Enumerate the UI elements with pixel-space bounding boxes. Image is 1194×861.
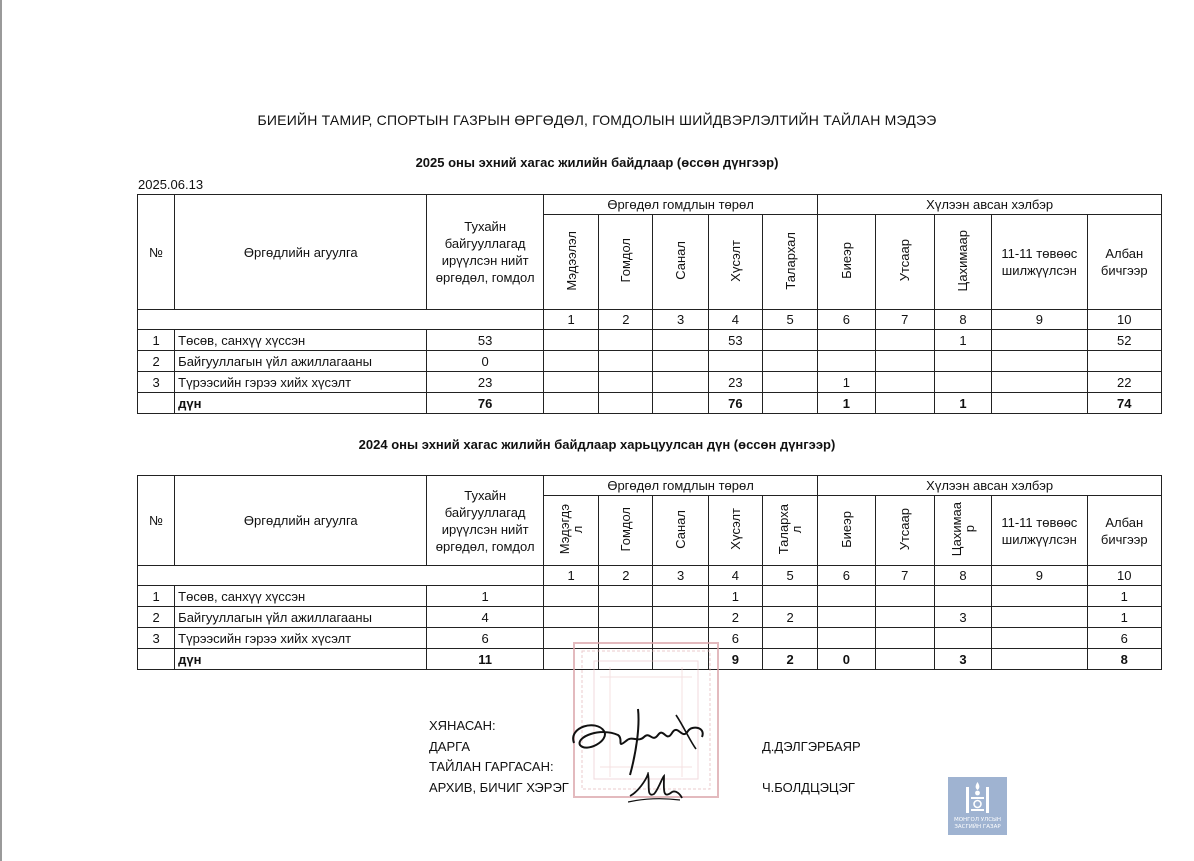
cell-total: 76 bbox=[427, 393, 544, 414]
col-group-receipt-form: Хүлээн авсан хэлбэр bbox=[818, 195, 1162, 215]
soyombo-icon bbox=[964, 781, 991, 815]
cell-c7 bbox=[875, 351, 934, 372]
cell-c5: 2 bbox=[762, 607, 817, 628]
reviewed-label: ХЯНАСАН: bbox=[429, 718, 496, 733]
column-number: 2 bbox=[599, 566, 653, 586]
col-header-no: № bbox=[138, 476, 175, 566]
cell-total: 1 bbox=[427, 586, 544, 607]
cell-c2 bbox=[599, 372, 653, 393]
cell-no: 3 bbox=[138, 628, 175, 649]
cell-c3 bbox=[653, 393, 708, 414]
column-number: 10 bbox=[1087, 310, 1161, 330]
cell-c1 bbox=[543, 607, 598, 628]
cell-total: 23 bbox=[427, 372, 544, 393]
col-header-online bbox=[934, 215, 991, 310]
column-number: 8 bbox=[934, 310, 991, 330]
cell-c9 bbox=[992, 372, 1087, 393]
col-header-official: Албан бичгээр bbox=[1087, 496, 1161, 566]
cell-c7 bbox=[875, 330, 934, 351]
cell-c4: 2 bbox=[708, 607, 762, 628]
logo-caption bbox=[948, 817, 1007, 831]
col-header-label: Хүсэлт bbox=[727, 239, 743, 282]
col-header-label: Утсаар bbox=[897, 507, 913, 551]
signature-archive bbox=[628, 772, 684, 806]
col-header-info bbox=[543, 215, 598, 310]
cell-content: дүн bbox=[175, 393, 427, 414]
cell-c6 bbox=[818, 351, 875, 372]
cell-c8 bbox=[934, 372, 991, 393]
col-header-label: Талархал bbox=[782, 231, 798, 290]
cell-no: 1 bbox=[138, 586, 175, 607]
cell-c9 bbox=[992, 330, 1087, 351]
cell-c8: 3 bbox=[934, 649, 991, 670]
cell-c3 bbox=[653, 351, 708, 372]
col-header-label: Утсаар bbox=[897, 239, 913, 282]
col-header-phone bbox=[875, 496, 934, 566]
cell-c9 bbox=[992, 393, 1087, 414]
column-number: 2 bbox=[599, 310, 653, 330]
col-header-content: Өргөдлийн агуулга bbox=[175, 476, 427, 566]
cell-content: Төсөв, санхүү хүссэн bbox=[175, 586, 427, 607]
column-number: 9 bbox=[992, 310, 1087, 330]
cell-c5 bbox=[762, 393, 817, 414]
prepared-label: ТАЙЛАН ГАРГАСАН: bbox=[429, 759, 554, 774]
column-number: 5 bbox=[762, 310, 817, 330]
cell-c8 bbox=[934, 628, 991, 649]
cell-c7 bbox=[875, 586, 934, 607]
cell-c10: 1 bbox=[1087, 607, 1161, 628]
report-table-2025 bbox=[137, 194, 1162, 414]
cell-content: дүн bbox=[175, 649, 427, 670]
logo-line-2: ЗАСГИЙН ГАЗАР bbox=[954, 824, 1001, 830]
col-header-total: Тухайн байгууллагад ирүүлсэн нийт өргөдөл, гомдол bbox=[427, 195, 544, 310]
col-header-content: Өргөдлийн агуулга bbox=[175, 195, 427, 310]
archive-label: АРХИВ, БИЧИГ ХЭРЭГ bbox=[429, 779, 569, 795]
col-group-complaint-type: Өргөдөл гомдлын төрөл bbox=[543, 476, 817, 496]
col-group-receipt-form: Хүлээн авсан хэлбэр bbox=[818, 476, 1162, 496]
cell-c10: 22 bbox=[1087, 372, 1161, 393]
column-number: 1 bbox=[543, 310, 598, 330]
cell-c5 bbox=[762, 372, 817, 393]
cell-c7 bbox=[875, 372, 934, 393]
col-header-in-person bbox=[818, 215, 875, 310]
cell-c9 bbox=[992, 649, 1087, 670]
col-header-label: Санал bbox=[673, 509, 689, 549]
document-title: БИЕИЙН ТАМИР, СПОРТЫН ГАЗРЫН ӨРГӨДӨЛ, ГОМДОЛЫН ШИЙДВЭРЛЭЛТИЙН ТАЙЛАН МЭДЭЭ bbox=[257, 112, 937, 128]
table-row bbox=[138, 351, 1162, 372]
cell-c2 bbox=[599, 586, 653, 607]
numbering-blank bbox=[138, 566, 544, 586]
cell-c6 bbox=[818, 330, 875, 351]
cell-c5: 2 bbox=[762, 649, 817, 670]
table1-subtitle: 2025 оны эхний хагас жилийн байдлаар (өссөн дүнгээр) bbox=[415, 155, 779, 170]
column-number: 7 bbox=[875, 310, 934, 330]
cell-c1 bbox=[543, 586, 598, 607]
col-group-complaint-type: Өргөдөл гомдлын төрөл bbox=[543, 195, 817, 215]
archive-name: Ч.БОЛДЦЭЦЭГ bbox=[762, 780, 855, 795]
col-header-suggestion bbox=[653, 215, 708, 310]
col-header-transfer: 11-11 төвөөс шилжүүлсэн bbox=[992, 215, 1087, 310]
cell-c9 bbox=[992, 628, 1087, 649]
report-date: 2025.06.13 bbox=[138, 177, 204, 192]
cell-c8 bbox=[934, 586, 991, 607]
cell-c3 bbox=[653, 372, 708, 393]
cell-c10: 74 bbox=[1087, 393, 1161, 414]
cell-content: Төсөв, санхүү хүссэн bbox=[175, 330, 427, 351]
col-header-label: Цахимаар bbox=[955, 229, 971, 292]
table-row bbox=[138, 607, 1162, 628]
col-header-label: Хүсэлт bbox=[727, 508, 743, 550]
col-header-label: Мэдээлэл bbox=[563, 230, 579, 291]
cell-c1 bbox=[543, 351, 598, 372]
column-number: 6 bbox=[818, 566, 875, 586]
table-row bbox=[138, 372, 1162, 393]
col-header-request bbox=[708, 215, 762, 310]
page-edge bbox=[0, 0, 2, 861]
cell-c6 bbox=[818, 628, 875, 649]
cell-c6: 1 bbox=[818, 372, 875, 393]
cell-c7 bbox=[875, 607, 934, 628]
cell-c5 bbox=[762, 351, 817, 372]
logo-line-1: МОНГОЛ УЛСЫН bbox=[953, 817, 1002, 823]
cell-c10: 1 bbox=[1087, 586, 1161, 607]
cell-content: Байгууллагын үйл ажиллагааны bbox=[175, 607, 427, 628]
cell-c9 bbox=[992, 586, 1087, 607]
column-number: 8 bbox=[934, 566, 991, 586]
cell-c10: 6 bbox=[1087, 628, 1161, 649]
table-row bbox=[138, 330, 1162, 351]
col-header-transfer: 11-11 төвөөс шилжүүлсэн bbox=[992, 496, 1087, 566]
col-header-no: № bbox=[138, 195, 175, 310]
col-header-suggestion bbox=[653, 496, 708, 566]
column-number: 3 bbox=[653, 566, 708, 586]
cell-c2 bbox=[599, 607, 653, 628]
column-number: 4 bbox=[708, 310, 762, 330]
cell-c10: 52 bbox=[1087, 330, 1161, 351]
table-row bbox=[138, 586, 1162, 607]
cell-c4: 6 bbox=[708, 628, 762, 649]
cell-c3 bbox=[653, 330, 708, 351]
column-number: 1 bbox=[543, 566, 598, 586]
numbering-row bbox=[138, 566, 1162, 586]
cell-c3 bbox=[653, 586, 708, 607]
cell-c3 bbox=[653, 607, 708, 628]
cell-c1 bbox=[543, 372, 598, 393]
col-header-gratitude bbox=[762, 496, 817, 566]
table2-subtitle: 2024 оны эхний хагас жилийн байдлаар харьцуулсан дүн (өссөн дүнгээр) bbox=[358, 437, 836, 452]
cell-c6: 0 bbox=[818, 649, 875, 670]
cell-total: 6 bbox=[427, 628, 544, 649]
cell-c4: 23 bbox=[708, 372, 762, 393]
cell-total: 11 bbox=[427, 649, 544, 670]
cell-c4: 1 bbox=[708, 586, 762, 607]
col-header-official: Албан бичгээр bbox=[1087, 215, 1161, 310]
cell-c8: 3 bbox=[934, 607, 991, 628]
cell-content: Түрээсийн гэрээ хийх хүсэлт bbox=[175, 628, 427, 649]
cell-c2 bbox=[599, 351, 653, 372]
col-header-label: Гомдол bbox=[618, 238, 634, 283]
total-row bbox=[138, 393, 1162, 414]
col-header-label: Биеэр bbox=[838, 242, 854, 279]
col-header-gratitude bbox=[762, 215, 817, 310]
header-row bbox=[138, 476, 1162, 496]
government-logo bbox=[948, 777, 1007, 835]
head-name: Д.ДЭЛГЭРБАЯР bbox=[762, 739, 861, 754]
cell-c6 bbox=[818, 586, 875, 607]
cell-no: 2 bbox=[138, 351, 175, 372]
col-header-label: Гомдол bbox=[618, 506, 634, 552]
column-number: 4 bbox=[708, 566, 762, 586]
cell-no: 2 bbox=[138, 607, 175, 628]
col-header-online bbox=[934, 496, 991, 566]
cell-c9 bbox=[992, 351, 1087, 372]
cell-total: 53 bbox=[427, 330, 544, 351]
col-header-complaint bbox=[599, 215, 653, 310]
cell-c4: 9 bbox=[708, 649, 762, 670]
signature-labels bbox=[429, 716, 569, 798]
head-label: ДАРГА bbox=[429, 738, 470, 754]
cell-no bbox=[138, 393, 175, 414]
col-header-in-person bbox=[818, 496, 875, 566]
column-number: 3 bbox=[653, 310, 708, 330]
cell-c9 bbox=[992, 607, 1087, 628]
cell-c1 bbox=[543, 330, 598, 351]
cell-c7 bbox=[875, 628, 934, 649]
cell-c6 bbox=[818, 607, 875, 628]
cell-c10 bbox=[1087, 351, 1161, 372]
col-header-label: Биеэр bbox=[838, 510, 854, 548]
cell-total: 0 bbox=[427, 351, 544, 372]
cell-c7 bbox=[875, 393, 934, 414]
column-number: 6 bbox=[818, 310, 875, 330]
cell-c10: 8 bbox=[1087, 649, 1161, 670]
cell-no: 1 bbox=[138, 330, 175, 351]
cell-c8: 1 bbox=[934, 393, 991, 414]
cell-c6: 1 bbox=[818, 393, 875, 414]
column-number: 10 bbox=[1087, 566, 1161, 586]
cell-c4: 53 bbox=[708, 330, 762, 351]
cell-c5 bbox=[762, 628, 817, 649]
col-header-label: Мэдэгдэ л bbox=[557, 503, 586, 555]
cell-content: Байгууллагын үйл ажиллагааны bbox=[175, 351, 427, 372]
col-header-request bbox=[708, 496, 762, 566]
cell-c7 bbox=[875, 649, 934, 670]
col-header-label: Санал bbox=[673, 241, 689, 280]
cell-c1 bbox=[543, 393, 598, 414]
numbering-row bbox=[138, 310, 1162, 330]
cell-total: 4 bbox=[427, 607, 544, 628]
column-number: 9 bbox=[992, 566, 1087, 586]
col-header-total: Тухайн байгууллагад ирүүлсэн нийт өргөдөл, гомдол bbox=[427, 476, 544, 566]
col-header-complaint bbox=[599, 496, 653, 566]
header-row bbox=[138, 195, 1162, 215]
col-header-label: Талархa л bbox=[776, 503, 805, 555]
cell-no bbox=[138, 649, 175, 670]
cell-no: 3 bbox=[138, 372, 175, 393]
col-header-phone bbox=[875, 215, 934, 310]
cell-content: Түрээсийн гэрээ хийх хүсэлт bbox=[175, 372, 427, 393]
col-header-label: Цахимаа р bbox=[948, 501, 977, 557]
cell-c5 bbox=[762, 586, 817, 607]
numbering-blank bbox=[138, 310, 544, 330]
cell-c5 bbox=[762, 330, 817, 351]
cell-c4: 76 bbox=[708, 393, 762, 414]
cell-c8: 1 bbox=[934, 330, 991, 351]
cell-c8 bbox=[934, 351, 991, 372]
cell-c2 bbox=[599, 330, 653, 351]
cell-c4 bbox=[708, 351, 762, 372]
col-header-info bbox=[543, 496, 598, 566]
cell-c2 bbox=[599, 393, 653, 414]
column-number: 7 bbox=[875, 566, 934, 586]
column-number: 5 bbox=[762, 566, 817, 586]
